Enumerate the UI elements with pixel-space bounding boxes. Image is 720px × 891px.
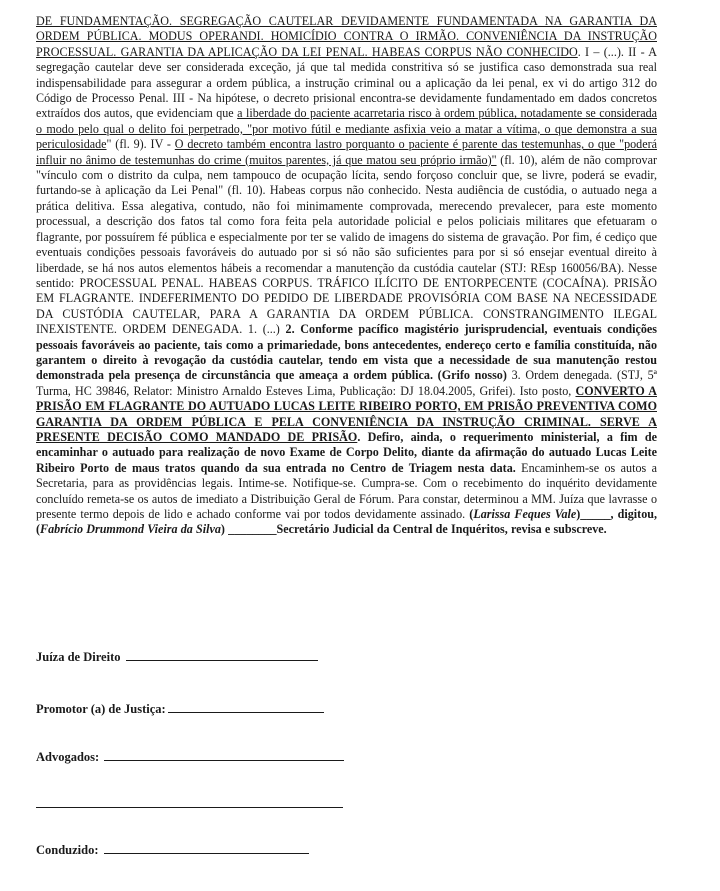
bold-jurisprudence: 2. Conforme pacífico magistério jurisprudencial, eventuais condições pessoais favoráveis ao paciente, tais como a primariedade, bons antecedentes, endereço certo e família constituída, não garantem o direito à revogação da custódia cautelar, tendo em vista que a necessidade de sua manutenção restou demonstrada pela presença de circunstância que ameaça a ordem pública. (Grifo nosso) [36,322,657,383]
signature-detainee-label: Conduzido: [36,843,99,857]
decision-paragraph [36,14,657,538]
closing-text: Encaminhem-se os autos a Secretaria, para as providências legais. Intime-se. Notifique-se. Cumpra-se. Com o recebimento do inquérito devidamente concluído remeta-se os autos de imediato a Distribuição Geral de Fórum. Para constar, determinou a MM. Juíza que lavrasse o presente termo depois de lido e achado conforme vai por todos devidamente assinado. [36,460,657,521]
signature-lawyers-line [104,759,344,761]
underlined-quote-witness: O decreto também encontra lastro porquanto o paciente é parente das testemunhas, o que "poderá influir no ânimo de testemunhas do crime (muitos parentes, já que matou seu próprio irmão)" [36,137,657,167]
signature-prosecutor-line [168,711,324,713]
signature-judge-line [126,659,318,661]
signature-extra-line [36,807,343,808]
ementa-heading-text: DE FUNDAMENTAÇÃO. SEGREGAÇÃO CAUTELAR DEVIDAMENTE FUNDAMENTADA NA GARANTIA DA ORDEM PÚBLICA. MODUS OPERANDI. HOMICÍDIO CONTRA O IRMÃO. CONVENIÊNCIA DA INSTRUÇÃO PROCESSUAL. GARANTIA DA APLICAÇÃO DA LEI PENAL. HABEAS CORPUS NÃO CONHECIDO [36,14,657,59]
underlined-quote-order: a liberdade do paciente acarretaria risco à ordem pública, notadamente se considerada o modo pelo qual o delito foi perpetrado, "por motivo fútil e mediante asfixia veio a matar a vítima, o que demonstra a sua periculosidade [36,106,657,152]
typist-name: Larissa Feques Vale [473,507,577,521]
document-body [36,14,657,538]
secretary-name: Fabrício Drummond Vieira da Silva [40,522,221,537]
ementa-text-2: " (fl. 9). IV - [106,137,175,152]
decision-text-2: 3. Ordem denegada. (STJ, 5ª Turma, HC 39846, Relator: Ministro Arnaldo Esteves Lima, Publicação: DJ 18.04.2005, Grifei). Isto posto, [36,368,657,398]
signature-detainee [36,843,309,858]
exam-order: . Defiro, ainda, o requerimento ministerial, a fim de encaminhar o autuado para realização de novo Exame de Corpo Delito, diante da afirmação do autuado Lucas Leite Ribeiro Porto de maus tratos quando da sua entrada no Centro de Triagem nesta data. [36,429,657,475]
closing-bold-end: ) ________Secretário Judicial da Central de Inquéritos, revisa e subscreve. [220,522,607,537]
ementa-text: . I – (...). II - A segregação cautelar deve ser considerada exceção, já que tal medida constritiva só se justifica caso demonstrada sua real indispensabilidade para assegurar a ordem pública, a instrução criminal ou a aplicação da lei penal, ex vi do artigo 312 do Código de Processo Penal. III - Na hipótese, o decreto prisional encontra-se devidamente fundamentado em dados concretos extraídos dos autos, que evidenciam que [36,44,657,121]
signature-prosecutor [36,702,324,717]
signature-lawyers [36,750,344,765]
signature-prosecutor-label: Promotor (a) de Justiça: [36,702,166,716]
decision-text: (fl. 10), além de não comprovar "vínculo com o distrito da culpa, nem tampouco de ocupação lícita, sendo forçoso concluir que, se livre, poderá se evadir, furtando-se à aplicação da Lei Penal" (fl. 10). Habeas corpus não conhecido. Nesta audiência de custódia, o autuado nega a prática delitiva. Essa alegativa, contudo, não foi minimamente comprovada, merecendo prevalecer, para este momento processual, a descrição dos fatos tal como fora feita pela autoridade policial e pelos policiais militares que efetuaram o flagrante, por possuírem fé pública e especialmente por ter se valido de imagens do sistema de gravação. Por fim, é cediço que eventuais condições pessoais favoráveis do autuado por si só não são suficientes para por si só ensejar eventual direito à liberdade, se há nos autos elementos hábeis a recomendar a manutenção da custódia cautelar (STJ: REsp 160056/BA). Nesse sentido: PROCESSUAL PENAL. HABEAS CORPUS. TRÁFICO ILÍCITO DE ENTORPECENTE (COCAÍNA). PRISÃO EM FLAGRANTE. INDEFERIMENTO DO PEDIDO DE LIBERDADE PROVISÓRIA COM BASE NA NECESSIDADE DA CUSTÓDIA CAUTELAR, PARA A GARANTIA DA ORDEM PÚBLICA. CONSTRANGIMENTO ILEGAL INEXISTENTE. ORDEM DENEGADA. 1. (...) [36,152,657,337]
signature-judge [36,650,318,665]
closing-bold-mid: )_____, digitou, ( [36,507,657,537]
signature-detainee-line [104,852,309,854]
conversion-order: CONVERTO A PRISÃO EM FLAGRANTE DO AUTUADO LUCAS LEITE RIBEIRO PORTO, EM PRISÃO PREVENTIVA COMO GARANTIA DA ORDEM PÚBLICA E PELA CONVENIÊNCIA DA INSTRUÇÃO CRIMINAL. SERVE A PRESENTE DECISÃO COMO MANDADO DE PRISÃO [36,383,657,444]
signature-lawyers-label: Advogados: [36,750,100,764]
closing-bold-open: ( [469,507,474,521]
signature-judge-label: Juíza de Direito [36,650,121,664]
